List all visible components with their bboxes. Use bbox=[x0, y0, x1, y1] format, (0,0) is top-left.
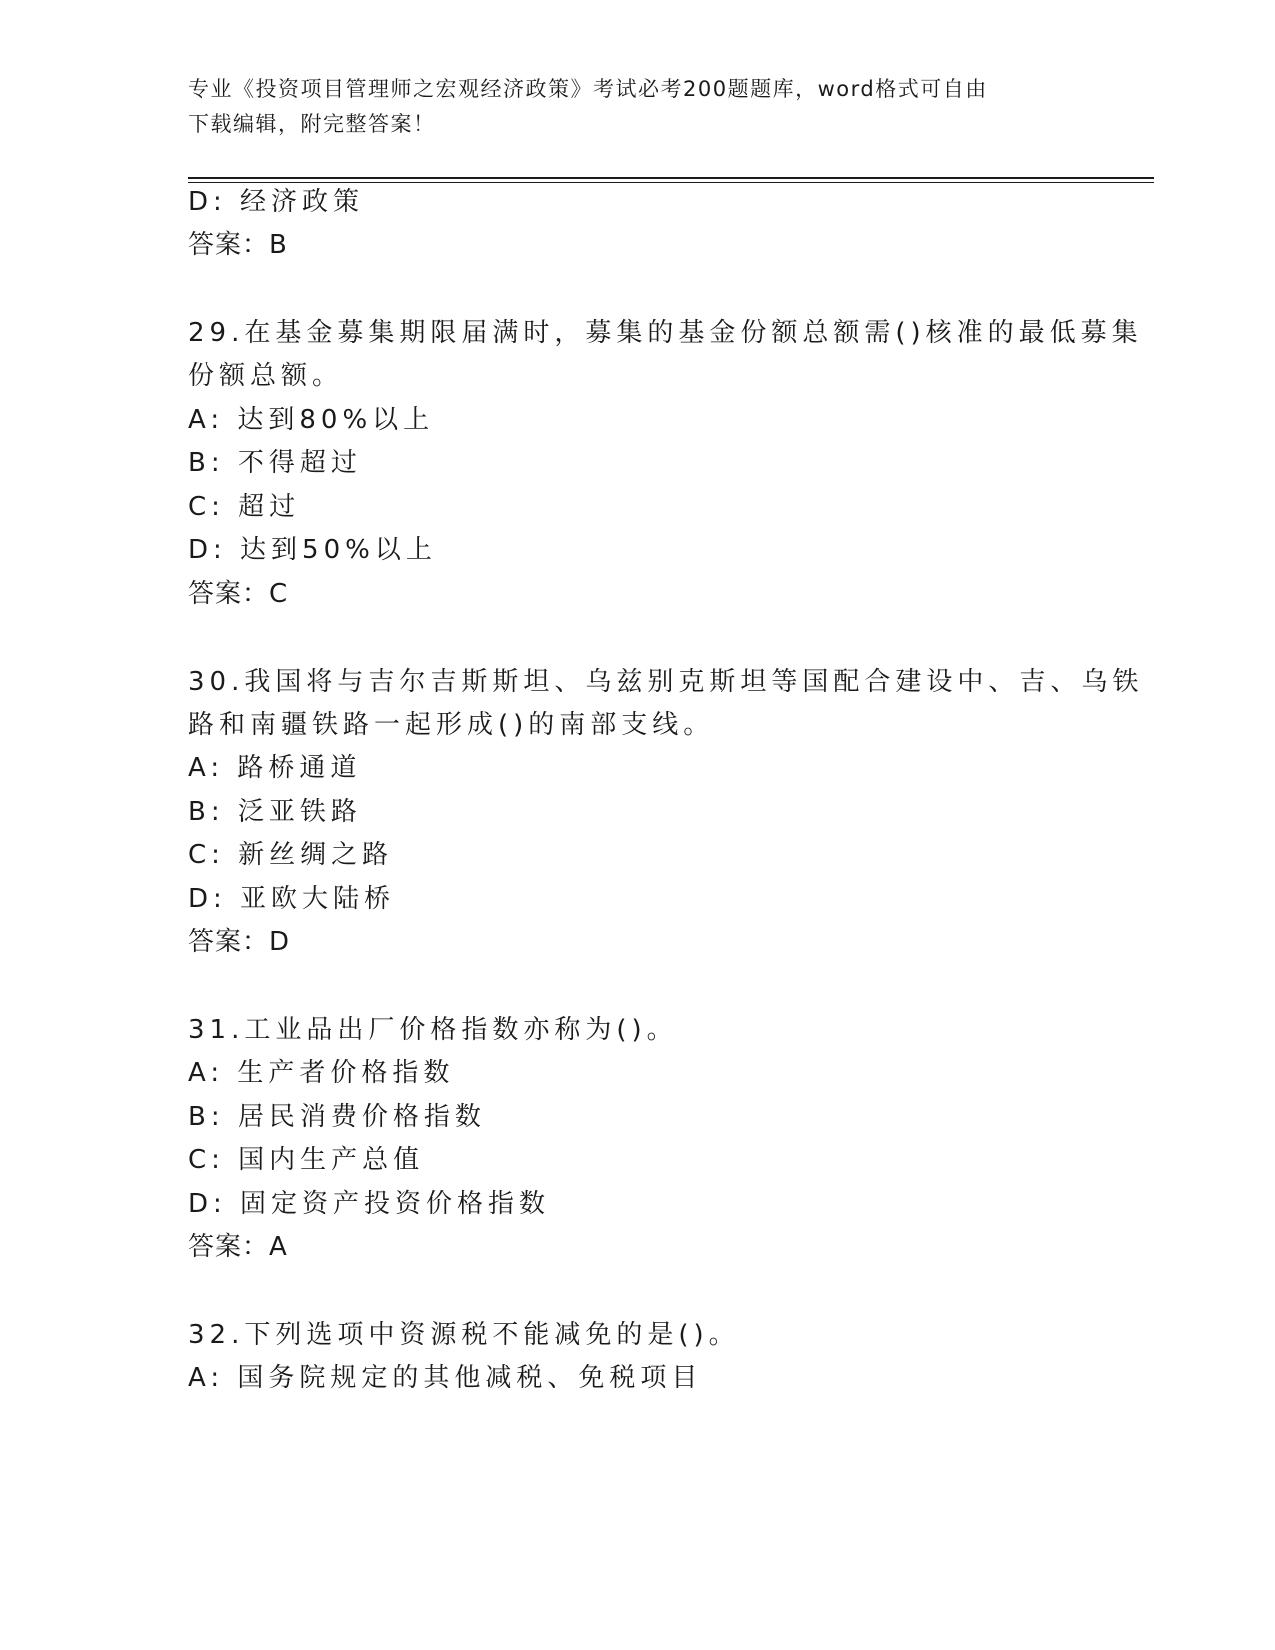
q30-stem-line-2: 路和南疆铁路一起形成()的南部支线。 bbox=[188, 710, 715, 740]
q30-answer: 答案：D bbox=[188, 927, 291, 957]
header-divider-thick bbox=[188, 177, 1154, 179]
q29-option-b: B: 不得超过 bbox=[188, 448, 362, 478]
header-divider-thin bbox=[188, 182, 1154, 183]
q30-option-c: C: 新丝绸之路 bbox=[188, 840, 394, 870]
q30-option-a: A: 路桥通道 bbox=[188, 753, 362, 783]
q31-option-d: D: 固定资产投资价格指数 bbox=[188, 1189, 551, 1219]
q31-option-c: C: 国内生产总值 bbox=[188, 1145, 425, 1175]
q31-stem-line-1: 31.工业品出厂价格指数亦称为()。 bbox=[188, 1015, 678, 1045]
q29-stem-line-2: 份额总额。 bbox=[188, 361, 344, 391]
q29-option-d: D: 达到50%以上 bbox=[188, 535, 437, 565]
q30-option-d: D: 亚欧大陆桥 bbox=[188, 884, 396, 914]
q29-option-a: A: 达到80%以上 bbox=[188, 405, 435, 435]
q31-option-b: B: 居民消费价格指数 bbox=[188, 1102, 486, 1132]
q29-option-c: C: 超过 bbox=[188, 492, 301, 522]
q32-option-a: A: 国务院规定的其他减税、免税项目 bbox=[188, 1363, 703, 1393]
header-line-2: 下载编辑，附完整答案！ bbox=[188, 112, 436, 136]
q28-answer: 答案：B bbox=[188, 230, 288, 260]
q30-stem-line-1: 30.我国将与吉尔吉斯斯坦、乌兹别克斯坦等国配合建设中、吉、乌铁 bbox=[188, 667, 1144, 697]
q32-stem-line-1: 32.下列选项中资源税不能减免的是()。 bbox=[188, 1320, 740, 1350]
q30-option-b: B: 泛亚铁路 bbox=[188, 797, 362, 827]
document-header bbox=[188, 72, 1068, 142]
q29-answer: 答案：C bbox=[188, 579, 289, 609]
q31-answer: 答案：A bbox=[188, 1232, 288, 1262]
q31-option-a: A: 生产者价格指数 bbox=[188, 1058, 455, 1088]
header-line-1: 专业《投资项目管理师之宏观经济政策》考试必考200题题库，word格式可自由 bbox=[188, 77, 988, 101]
q29-stem-line-1: 29.在基金募集期限届满时，募集的基金份额总额需()核准的最低募集 bbox=[188, 318, 1143, 348]
q28-option-d: D: 经济政策 bbox=[188, 187, 365, 217]
